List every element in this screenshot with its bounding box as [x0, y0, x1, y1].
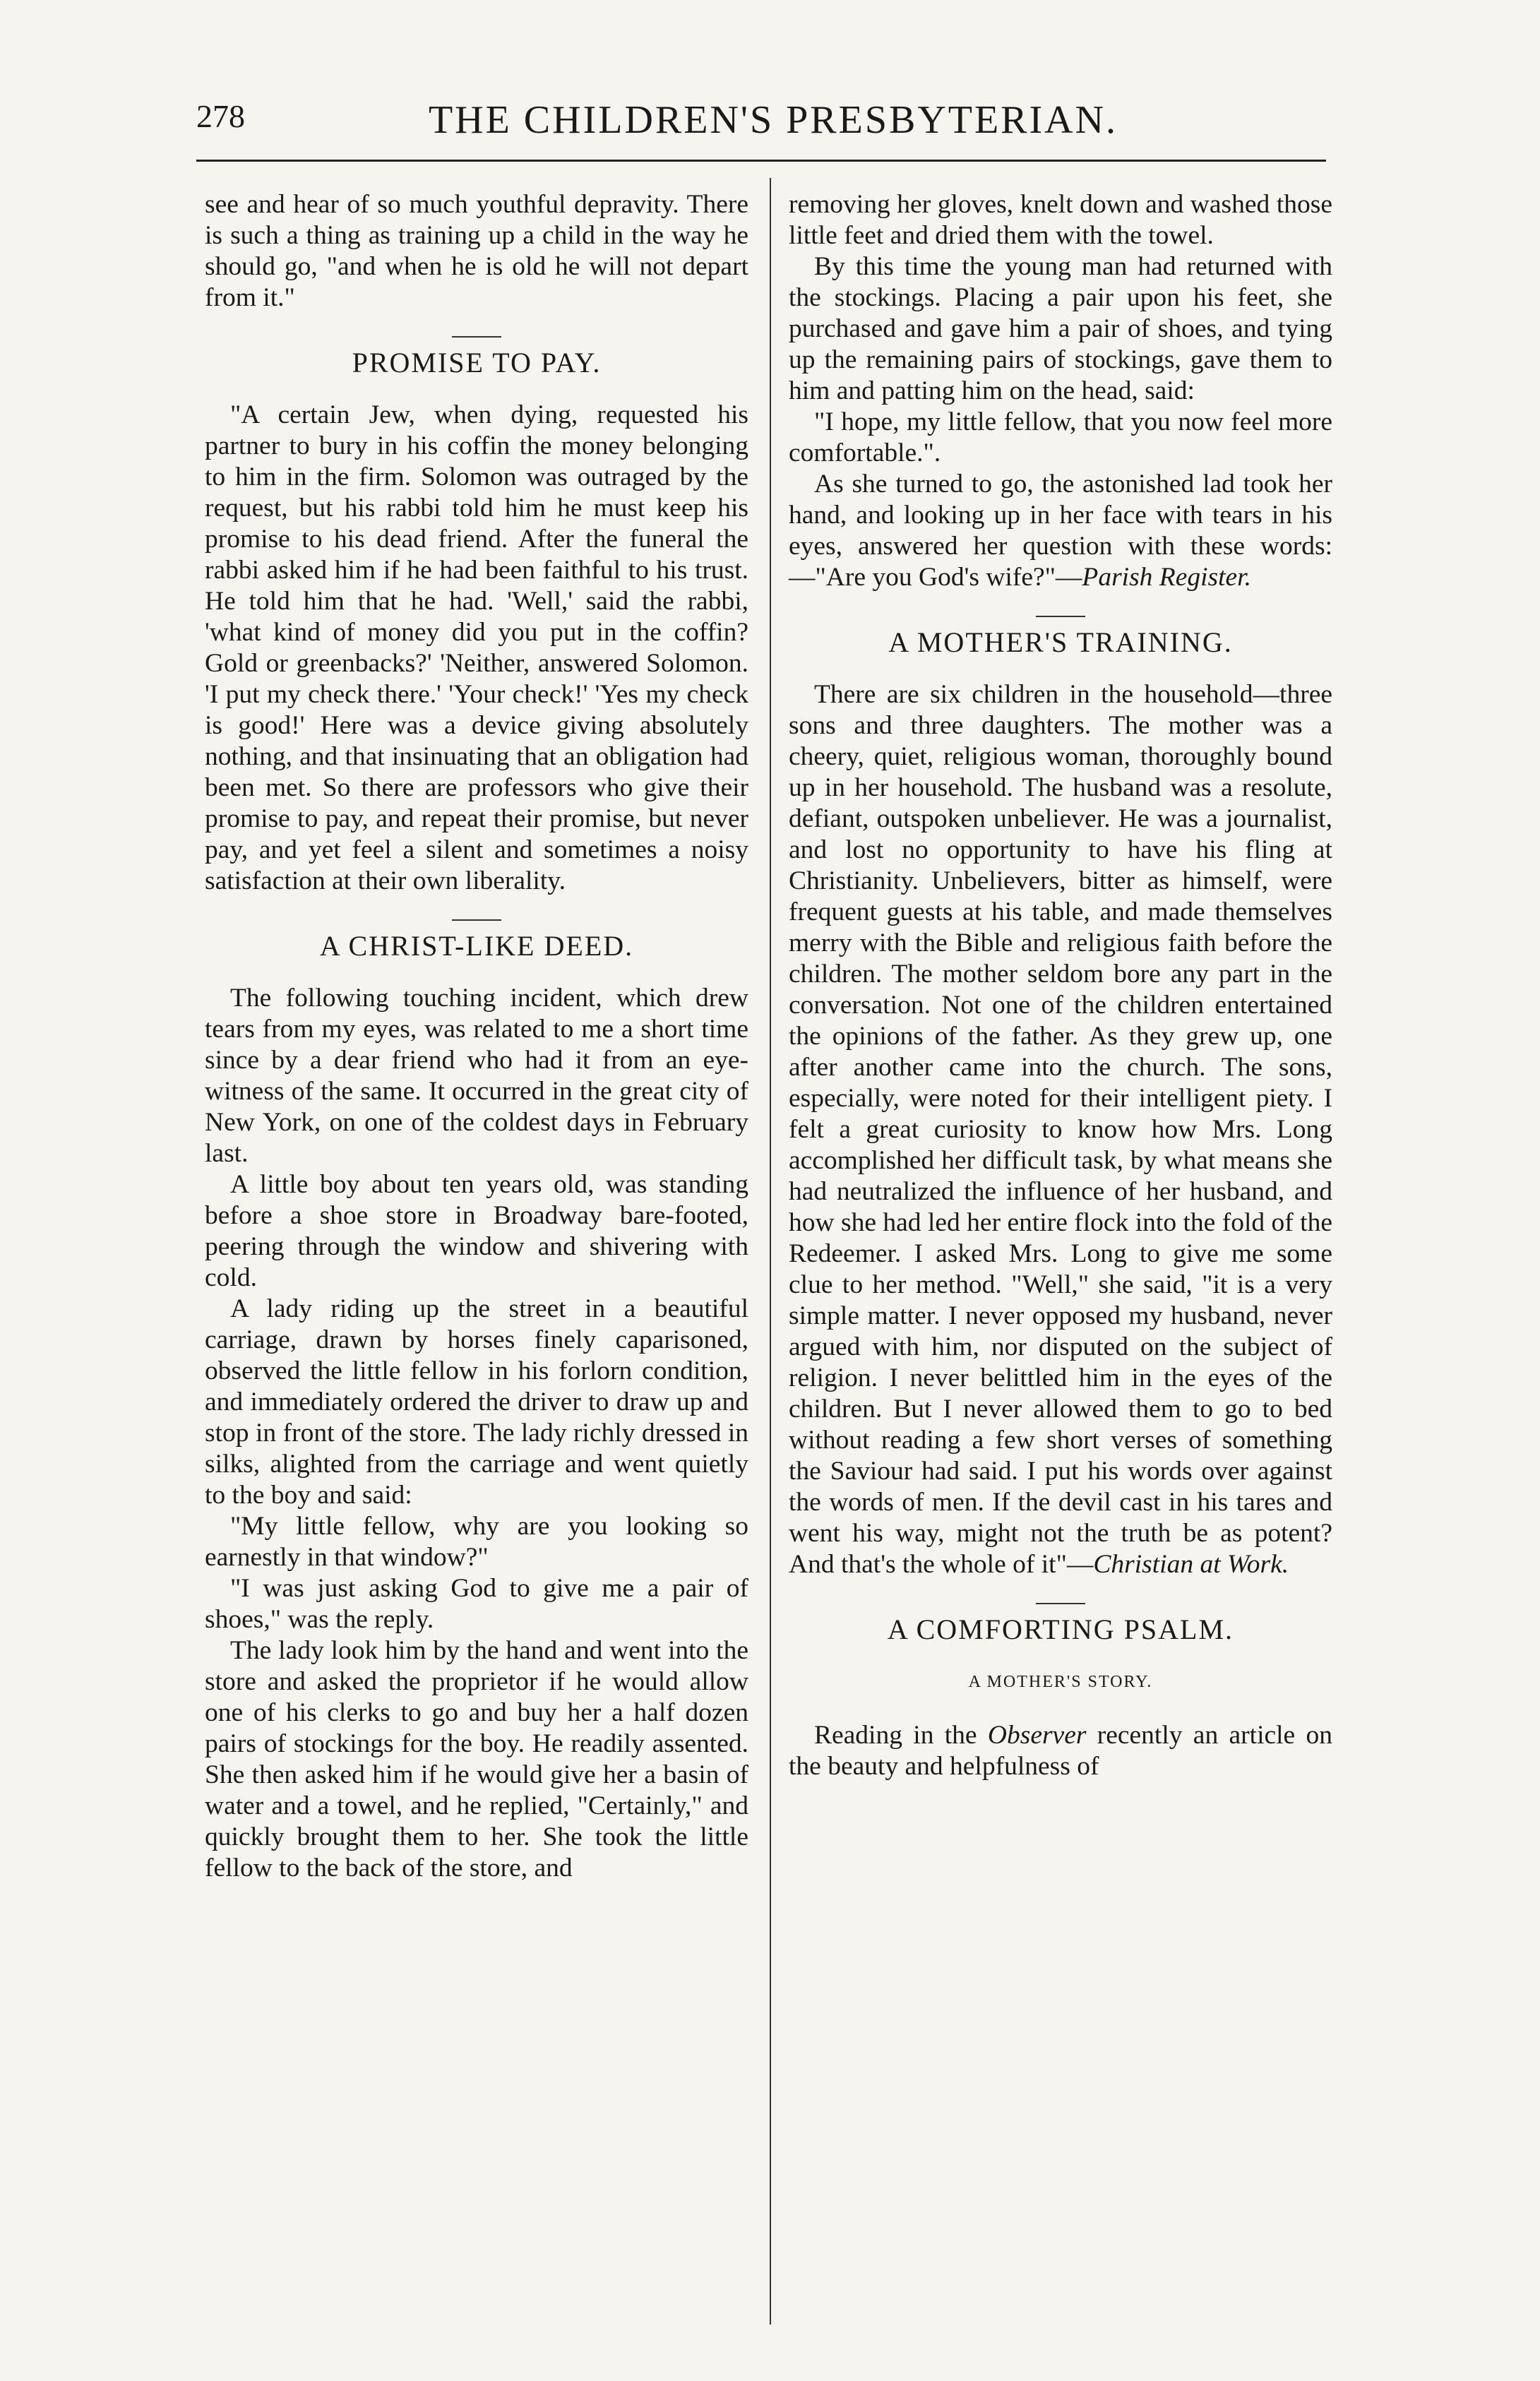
source-citation: Parish Register. [1082, 563, 1251, 592]
publication-name: Observer [987, 1721, 1087, 1750]
section-separator [1036, 1603, 1085, 1604]
right-column [789, 189, 1332, 1782]
paragraph: The following touching incident, which drew tears from my eyes, was related to me a short time since by a dear friend who had it from an eye-witness of the same. It occurred in the great city of New York, on one of the coldest days in February last. [205, 984, 748, 1168]
section-separator [1036, 616, 1085, 617]
paragraph: "I was just asking God to give me a pair of shoes," was the reply. [205, 1574, 748, 1634]
continued-paragraph: removing her gloves, knelt down and washed those little feet and dried them with the towel. [789, 190, 1332, 250]
paragraph-text: recently an article on the beauty and helpfulness of [789, 1721, 1332, 1781]
paragraph-text: Reading in the [814, 1721, 988, 1750]
paragraph: "My little fellow, why are you looking so earnestly in that window?" [205, 1512, 748, 1572]
heading-promise-to-pay: PROMISE TO PAY. [352, 347, 602, 378]
continued-paragraph: see and hear of so much youthful depravity. There is such a thing as training up a child in the way he should go, "and when he is old he will not depart from it." [205, 190, 748, 312]
paragraph: By this time the young man had returned with the stockings. Placing a pair upon his feet, she purchased and gave him a pair of shoes, and tying up the remaining pairs of stockings, gave them to him and patting him on the head, said: [789, 252, 1332, 405]
left-column [205, 189, 748, 1884]
heading-christ-like-deed: A CHRIST-LIKE DEED. [319, 930, 634, 962]
page-header [191, 97, 1356, 147]
paragraph: A lady riding up the street in a beautiful carriage, drawn by horses finely caparisoned, observed the little fellow in his forlorn condition, and immediately ordered the driver to draw up and stop in front of the store. The lady richly dressed in silks, alighted from the carriage and went quietly to the boy and said: [205, 1294, 748, 1510]
paragraph: The lady look him by the hand and went into the store and asked the proprietor if he would allow one of his clerks to go and buy her a half dozen pairs of stockings for the boy. He readily assented. She then asked him if he would give her a basin of water and a towel, and he replied, "Certainly," and quickly brought them to her. She took the little fellow to the back of the store, and [205, 1636, 748, 1882]
section-separator [452, 919, 501, 921]
source-citation: Christian at Work. [1093, 1550, 1289, 1579]
section-separator [452, 336, 501, 338]
paragraph-text: There are six children in the household—three sons and three daughters. The mother was a cheery, quiet, religious woman, thoroughly bound up in her household. The husband was a resolute, defiant, outspoken unbeliever. He was a journalist, and lost no opportunity to have his fling at Christianity. Unbelievers, bitter as himself, were frequent guests at his table, and made themselves merry with the Bible and religious faith before the children. The mother seldom bore any part in the conversation. Not one of the children entertained the opinions of the father. As they grew up, one after another came into the church. The sons, especially, were noted for their intelligent piety. I felt a great curiosity to know how Mrs. Long accomplished her difficult task, by what means she had neutralized the influence of her husband, and how she had led her entire flock into the fold of the Redeemer. I asked Mrs. Long to give me some clue to her method. "Well," she said, "it is a very simple matter. I never opposed my husband, never argued with him, nor disputed on the subject of religion. I never belittled him in the eyes of the children. But I never allowed them to go to bed without reading a few short verses of something the Saviour had said. I put his words over against the words of men. If the devil cast in his tares and went his way, might not the truth be as potent? And that's the whole of it"— [789, 680, 1332, 1579]
page-number: 278 [196, 98, 245, 134]
paragraph [789, 679, 1332, 1580]
header-rule [196, 160, 1326, 162]
running-title: THE CHILDREN'S PRESBYTERIAN. [428, 98, 1118, 142]
heading-mothers-training: A MOTHER'S TRAINING. [888, 626, 1233, 658]
subheading-mothers-story: A MOTHER'S STORY. [968, 1673, 1153, 1691]
paragraph: A little boy about ten years old, was standing before a shoe store in Broadway bare-footed, peering through the window and shivering with cold. [205, 1170, 748, 1292]
column-divider [770, 178, 771, 2325]
heading-comforting-psalm: A COMFORTING PSALM. [887, 1613, 1234, 1645]
paragraph: "I hope, my little fellow, that you now feel more comfortable.". [789, 407, 1332, 467]
paragraph: "A certain Jew, when dying, requested his partner to bury in his coffin the money belonging to him in the firm. Solomon was outraged by the request, but his rabbi told him he must keep his promise to his dead friend. After the funeral the rabbi asked him if he had been faithful to his trust. He told him that he had. 'Well,' said the rabbi, 'what kind of money did you put in the coffin? Gold or greenbacks?' 'Neither, answered Solomon. 'I put my check there.' 'Your check!' 'Yes my check is good!' Here was a device giving absolutely nothing, and that insinuating that an obligation had been met. So there are professors who give their promise to pay, and repeat their promise, but never pay, and yet feel a silent and sometimes a noisy satisfaction at their own liberality. [205, 400, 748, 895]
paragraph-text: As she turned to go, the astonished lad took her hand, and looking up in her face with tears in his eyes, answered her question with these words:—"Are you God's wife?"— [789, 470, 1332, 592]
paragraph [789, 469, 1332, 593]
paragraph [789, 1720, 1332, 1782]
